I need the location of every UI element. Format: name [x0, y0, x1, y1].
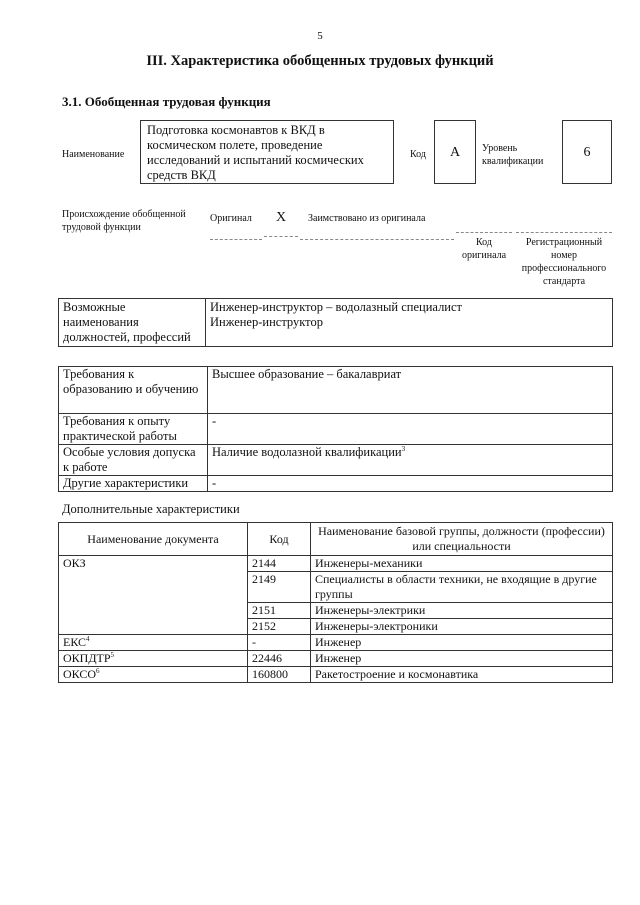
req-education-value: Высшее образование – бакалавриат: [208, 367, 613, 414]
okz-code-4: 2152: [248, 619, 311, 635]
origin-reg-field: [516, 214, 612, 233]
reg-number-label: Регистрационный номер профессионального стандарта: [521, 237, 607, 287]
name-label: Наименование: [62, 149, 125, 160]
section-title: III. Характеристика обобщенных трудовых функций: [146, 53, 494, 69]
level-value: 6: [562, 120, 612, 184]
req-other-label: Другие характеристики: [59, 476, 208, 492]
function-name-box: [140, 120, 394, 184]
eks-doc: ЕКС: [63, 635, 87, 649]
req-education-label: Требования к образованию и обучению: [59, 367, 208, 414]
okz-code-2: 2149: [248, 572, 311, 603]
additional-heading: Дополнительные характеристики: [62, 502, 240, 516]
origin-label: Происхождение обобщенной трудовой функции: [62, 209, 186, 233]
footnote-6: 6: [96, 667, 100, 675]
okso-doc-cell: [59, 667, 248, 683]
col-doc-header: Наименование документа: [59, 523, 248, 556]
okz-name-1: Инженеры-механики: [311, 556, 613, 572]
requirements-table: [58, 366, 613, 492]
code-label: Код: [410, 149, 426, 160]
positions-label: Возможные наименования должностей, профессий: [59, 299, 206, 347]
original-mark: X: [264, 210, 298, 237]
level-label: Уровень квалификации: [482, 143, 544, 167]
req-admission-value: Наличие водолазной квалификации: [212, 445, 402, 459]
origin-code-field: [456, 214, 512, 233]
okz-name-4: Инженеры-электроники: [311, 619, 613, 635]
okso-doc: ОКСО: [63, 667, 97, 681]
req-other-value: -: [208, 476, 613, 492]
req-experience-label: Требования к опыту практической работы: [59, 414, 208, 445]
okz-name-3: Инженеры-электрики: [311, 603, 613, 619]
okz-code-1: 2144: [248, 556, 311, 572]
function-name: Подготовка космонавтов к ВКД в космическом полете, проведение исследований и испытаний космических средств ВКД: [147, 123, 364, 182]
eks-name: Инженер: [311, 635, 613, 651]
eks-code: -: [248, 635, 311, 651]
subsection-title: 3.1. Обобщенная трудовая функция: [62, 94, 271, 109]
position-1: Инженер-инструктор – водолазный специалист: [210, 300, 463, 314]
okpdtr-doc-cell: [59, 651, 248, 667]
additional-table: [58, 522, 613, 683]
req-admission-label: Особые условия допуска к работе: [59, 445, 208, 476]
col-code-header: Код: [248, 523, 311, 556]
eks-doc-cell: [59, 635, 248, 651]
okpdtr-code: 22446: [248, 651, 311, 667]
okz-code-3: 2151: [248, 603, 311, 619]
footnote-4: 4: [86, 635, 90, 643]
positions-table: [58, 298, 613, 347]
code-original-label: Код оригинала: [461, 237, 507, 261]
req-experience-value: -: [208, 414, 613, 445]
okso-name: Ракетостроение и космонавтика: [311, 667, 613, 683]
col-name-header: Наименование базовой группы, должности (профессии) или специальности: [311, 523, 613, 556]
okz-name-2: Специалисты в области техники, не входящие в другие группы: [311, 572, 613, 603]
borrowed-label: Заимствовано из оригинала: [300, 212, 454, 240]
footnote-5: 5: [110, 651, 115, 659]
req-admission-value-cell: [208, 445, 613, 476]
okso-code: 160800: [248, 667, 311, 683]
positions-values: [206, 299, 613, 347]
code-value: А: [434, 120, 476, 184]
okz-doc: ОКЗ: [59, 556, 248, 635]
position-2: Инженер-инструктор: [210, 315, 323, 329]
okpdtr-doc: ОКПДТР: [63, 651, 111, 665]
original-label: Оригинал: [210, 212, 262, 240]
footnote-3: 3: [401, 444, 406, 453]
okpdtr-name: Инженер: [311, 651, 613, 667]
page-number: 5: [317, 30, 323, 42]
